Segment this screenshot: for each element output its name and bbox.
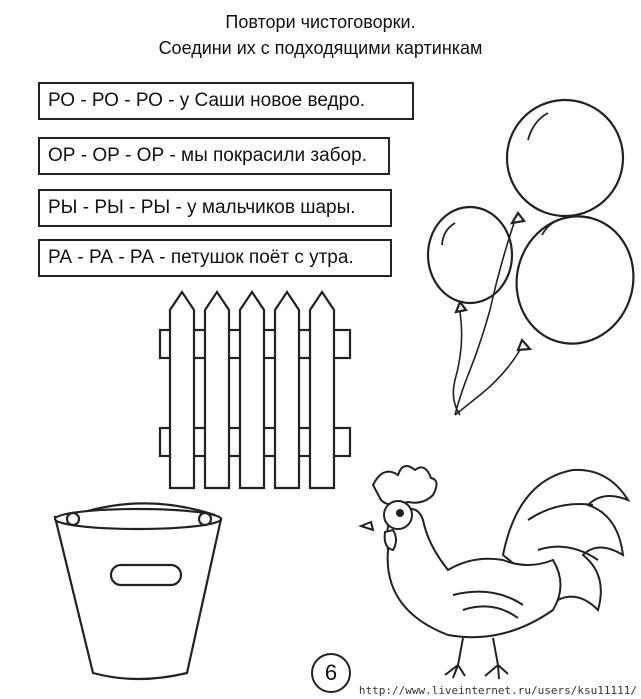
phrase-box-ro[interactable]: РО - РО - РО - у Саши новое ведро.: [38, 82, 414, 120]
instruction-line-2: Соедини их с подходящими картинкам: [158, 38, 483, 58]
fence-icon[interactable]: [158, 288, 353, 493]
page-number: 6: [311, 653, 351, 693]
watermark-url: http://www.liveinternet.ru/users/ksu11111/: [358, 684, 637, 697]
bucket-icon[interactable]: [45, 497, 230, 685]
balloons-icon[interactable]: [410, 95, 641, 425]
instruction-line-1: Повтори чистоговорки.: [225, 12, 416, 32]
phrase-box-or[interactable]: ОР - ОР - ОР - мы покрасили забор.: [38, 137, 390, 175]
phrase-box-ra[interactable]: РА - РА - РА - петушок поёт с утра.: [38, 239, 392, 277]
rooster-icon[interactable]: [353, 460, 633, 685]
phrase-box-ry[interactable]: РЫ - РЫ - РЫ - у мальчиков шары.: [38, 189, 392, 227]
